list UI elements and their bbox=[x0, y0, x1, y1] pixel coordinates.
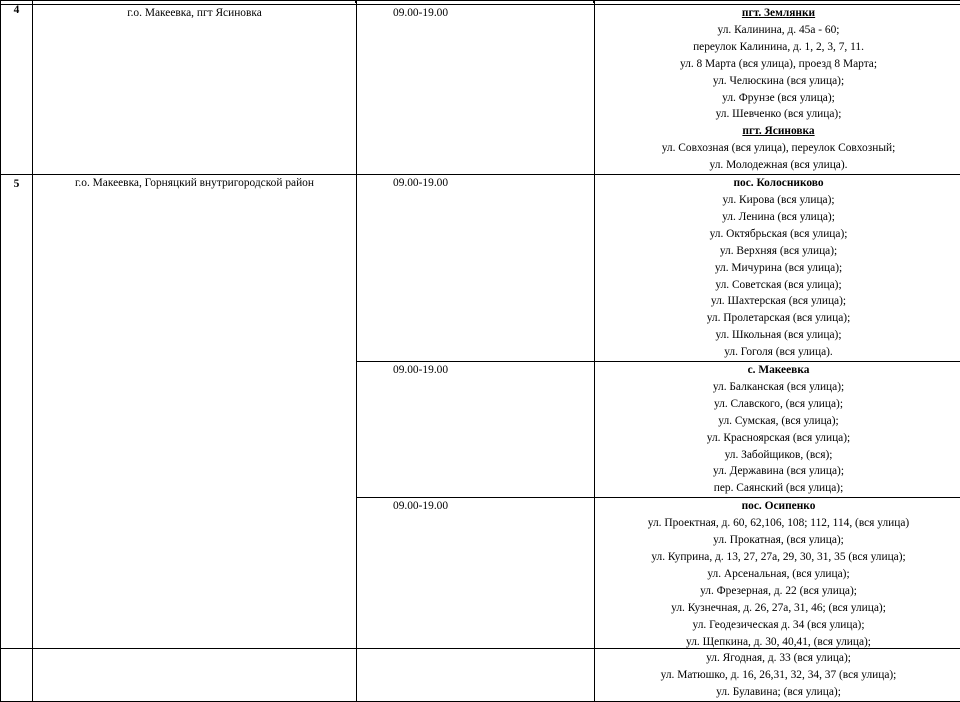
locality-cell bbox=[33, 1, 357, 175]
street-line: ул. Куприна, д. 13, 27, 27а, 29, 30, 31, 35 (вся улица); bbox=[595, 549, 960, 566]
street-line: ул. Ягодная, д. 33 (вся улица); bbox=[595, 650, 960, 667]
street-line: ул. Ленина (вся улица); bbox=[595, 209, 960, 226]
street-line: ул. Шевченко (вся улица); bbox=[595, 106, 960, 123]
street-line: ул. Арсенальная, (вся улица); bbox=[595, 566, 960, 583]
street-line: ул. Красноярская (вся улица); bbox=[595, 430, 960, 447]
street-line: ул. 8 Марта (вся улица), проезд 8 Марта; bbox=[595, 56, 960, 73]
street-line: ул. Гоголя (вся улица). bbox=[595, 344, 960, 361]
address-cell bbox=[595, 175, 960, 362]
street-line: ул. Школьная (вся улица); bbox=[595, 327, 960, 344]
street-line: ул. Кирова (вся улица); bbox=[595, 192, 960, 209]
street-line: ул. Октябрьская (вся улица); bbox=[595, 226, 960, 243]
outage-time: 09.00-19.00 bbox=[393, 364, 448, 376]
street-line: ул. Калинина, д. 45а - 60; bbox=[595, 22, 960, 39]
street-line: ул. Геодезическая д. 34 (вся улица); bbox=[595, 617, 960, 634]
street-line: ул. Мичурина (вся улица); bbox=[595, 260, 960, 277]
street-line: ул. Проектная, д. 60, 62,106, 108; 112, 114, (вся улица) bbox=[595, 515, 960, 532]
street-line: ул. Молодежная (вся улица). bbox=[595, 157, 960, 174]
table-bottom-border bbox=[0, 648, 960, 649]
address-cell bbox=[595, 1, 960, 175]
street-line: ул. Щепкина, д. 30, 40,41, (вся улица); bbox=[595, 634, 960, 651]
street-line: переулок Калинина, д. 1, 2, 3, 7, 11. bbox=[595, 39, 960, 56]
street-line: ул. Сумская, (вся улица); bbox=[595, 413, 960, 430]
street-line: ул. Шахтерская (вся улица); bbox=[595, 293, 960, 310]
locality-cell bbox=[33, 175, 357, 702]
outage-time: 09.00-19.00 bbox=[393, 7, 448, 19]
address-cell bbox=[595, 362, 960, 498]
street-line: ул. Советская (вся улица); bbox=[595, 277, 960, 294]
locality-name: г.о. Макеевка, пгт Ясиновка bbox=[127, 7, 262, 19]
schedule-table-body bbox=[1, 1, 960, 702]
street-line: ул. Балканская (вся улица); bbox=[595, 379, 960, 396]
row-number-cell bbox=[1, 175, 33, 702]
street-line: ул. Фрезерная, д. 22 (вся улица); bbox=[595, 583, 960, 600]
time-cell bbox=[357, 498, 595, 702]
row-number-cell bbox=[1, 1, 33, 175]
street-line: пер. Саянский (вся улица); bbox=[595, 480, 960, 497]
settlement-heading: пгт. Ясиновка bbox=[595, 123, 960, 140]
outage-time: 09.00-19.00 bbox=[393, 500, 448, 512]
street-line: ул. Славского, (вся улица); bbox=[595, 396, 960, 413]
street-line: ул. Фрунзе (вся улица); bbox=[595, 90, 960, 107]
settlement-heading: пос. Осипенко bbox=[595, 498, 960, 515]
address-cell bbox=[595, 498, 960, 702]
street-line: ул. Державина (вся улица); bbox=[595, 463, 960, 480]
settlement-heading: с. Макеевка bbox=[595, 362, 960, 379]
time-cell bbox=[357, 1, 595, 175]
street-line: ул. Булавина; (вся улица); bbox=[595, 684, 960, 701]
settlement-heading: пос. Колосниково bbox=[595, 175, 960, 192]
table-row bbox=[1, 1, 960, 175]
street-line: ул. Забойщиков, (вся); bbox=[595, 447, 960, 464]
row-number: 4 bbox=[14, 4, 20, 16]
outage-time: 09.00-19.00 bbox=[393, 177, 448, 189]
street-line: ул. Челюскина (вся улица); bbox=[595, 73, 960, 90]
row-number: 5 bbox=[14, 178, 20, 190]
settlement-heading: пгт. Землянки bbox=[595, 5, 960, 22]
street-line: ул. Кузнечная, д. 26, 27а, 31, 46; (вся улица); bbox=[595, 600, 960, 617]
street-line: ул. Совхозная (вся улица), переулок Совхозный; bbox=[595, 140, 960, 157]
street-line: ул. Верхняя (вся улица); bbox=[595, 243, 960, 260]
street-line: ул. Матюшко, д. 16, 26,31, 32, 34, 37 (вся улица); bbox=[595, 667, 960, 684]
time-cell bbox=[357, 175, 595, 362]
locality-name: г.о. Макеевка, Горняцкий внутригородской район bbox=[75, 177, 314, 189]
table-row bbox=[1, 175, 960, 362]
street-line: ул. Пролетарская (вся улица); bbox=[595, 310, 960, 327]
time-cell bbox=[357, 362, 595, 498]
street-line: ул. Прокатная, (вся улица); bbox=[595, 532, 960, 549]
